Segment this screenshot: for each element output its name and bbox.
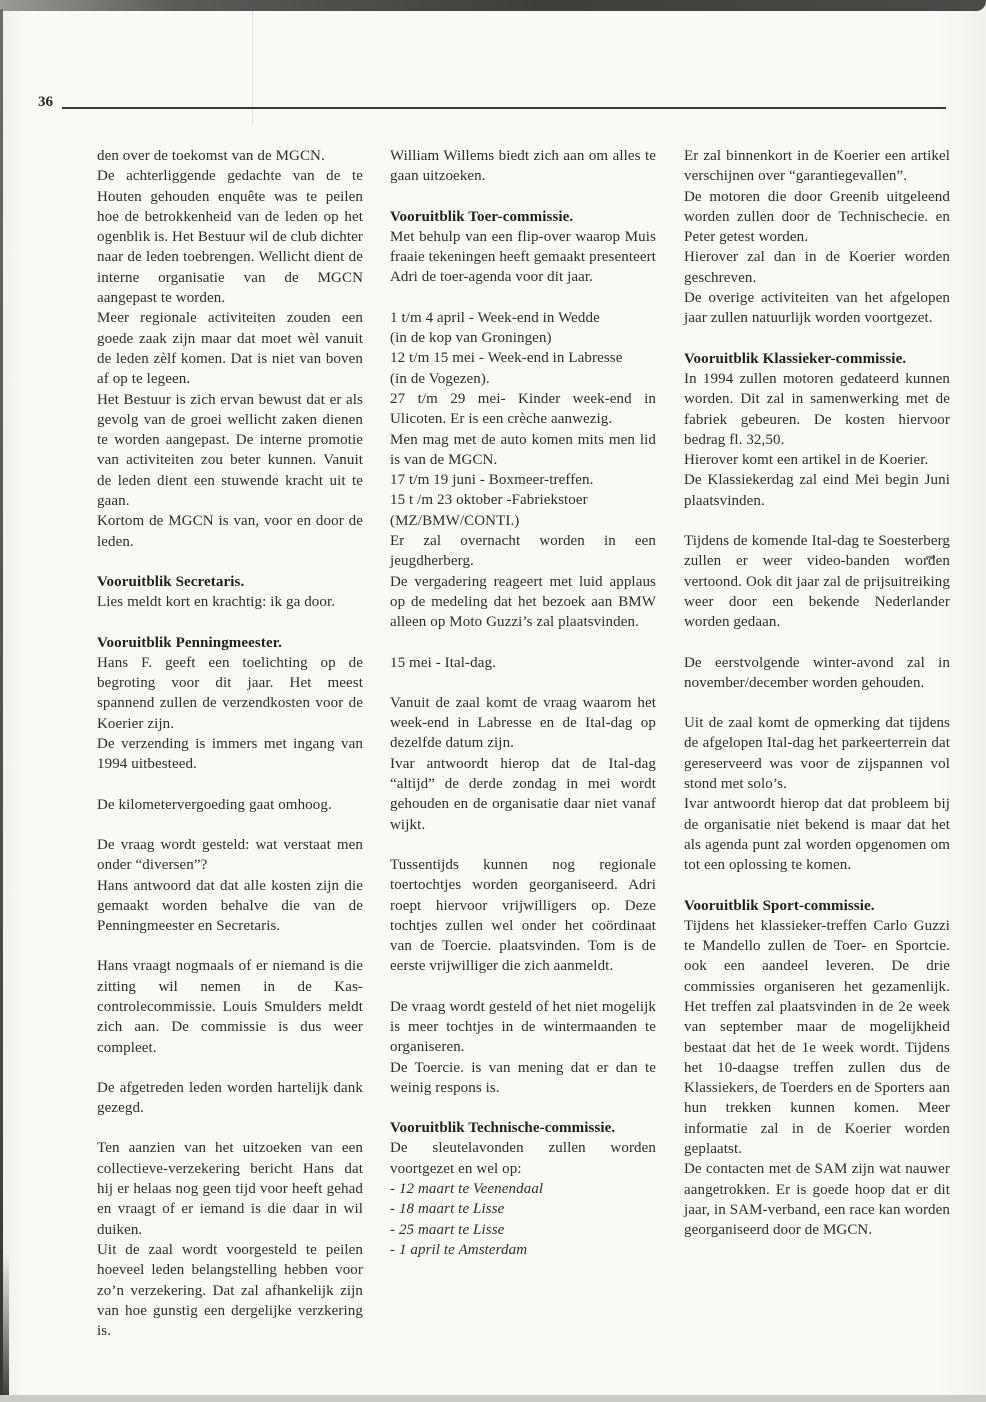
section-heading: Vooruitblik Toer-commissie. xyxy=(390,208,574,225)
paragraph: De afgetreden leden worden hartelijk dank gezegd. xyxy=(97,1079,363,1117)
paragraph: De eerstvolgende winter-avond zal in november/december worden gehouden. xyxy=(684,654,950,691)
agenda-item: - 25 maart te Lisse xyxy=(390,1221,505,1238)
paragraph: De vraag wordt gesteld of het niet mogelijk is meer tochtjes in de wintermaanden te organiseren. xyxy=(390,998,656,1056)
paragraph: 27 t/m 29 mei- Kinder week-end in Ulicoten. Er is een crèche aanwezig. xyxy=(390,390,656,428)
paragraph: Men mag met de auto komen mits men lid is van de MGCN. xyxy=(390,431,656,468)
text-column-1 xyxy=(97,146,363,1341)
paragraph: Er zal overnacht worden in een jeugdherberg. xyxy=(390,533,656,570)
paragraph: 1 t/m 4 april - Week-end in Wedde xyxy=(390,309,600,326)
paragraph: Vanuit de zaal komt de vraag waarom het week-end in Labresse en de Ital-dag op dezelfde datum zijn. xyxy=(390,694,656,752)
paragraph: De motoren die door Greenib uitgeleend worden zullen door de Technischecie. en Peter getest worden. xyxy=(684,188,950,246)
paragraph: (in de kop van Groningen) xyxy=(390,330,552,347)
paragraph: 12 t/m 15 mei - Week-end in Labresse xyxy=(390,350,623,367)
scan-edge-left-bottom xyxy=(0,1252,9,1402)
paragraph: (in de Vogezen). xyxy=(390,370,490,387)
paragraph: Hierover komt een artikel in de Koerier. xyxy=(684,452,929,469)
paragraph: De achterliggende gedachte van de te Houten gehouden enquête was te peilen hoe de betrokkenheid van de leden op het ogenblik is. Het Bestuur wil de club dichter naar de leden toebrengen. Wellicht dient de interne organisatie van de MGCN aangepast te worden. xyxy=(97,168,364,307)
paragraph: Uit de zaal wordt voorgesteld te peilen hoeveel leden belangstelling hebben voor zo’n verzekering. Dat zal afhankelijk zijn van hoe gunstig een dergelijke verzkering is. xyxy=(97,1241,363,1340)
page-number: 36 xyxy=(38,94,53,110)
paragraph: 15 t /m 23 oktober -Fabriekstoer xyxy=(390,492,588,509)
paragraph: In 1994 zullen motoren gedateerd kunnen worden. Dit zal in samenwerking met de fabriek gebeuren. De kosten hiervoor bedrag fl. 32,50. xyxy=(684,370,950,448)
paragraph: De verzending is immers met ingang van 1994 uitbesteed. xyxy=(97,736,363,773)
agenda-item: - 12 maart te Veenendaal xyxy=(390,1181,544,1198)
section-heading: Vooruitblik Klassieker-commissie. xyxy=(684,350,907,367)
paragraph: Tussentijds kunnen nog regionale toertochtjes worden georganiseerd. Adri roept hiervoor vrijwilligers op. Deze tochtjes zullen wel onder het coördinaat van de Toercie. plaatsvinden. Tom is de eerste vrijwilliger die zich aanmeldt. xyxy=(390,856,656,975)
paragraph: Ten aanzien van het uitzoeken van een collectieve-verzekering bericht Hans dat hij er helaas nog geen tijd voor heeft gehad en vraagt of er iemand is die daar in wil duiken. xyxy=(97,1140,363,1238)
paragraph: Ivar antwoordt hierop dat dat probleem bij de organisatie niet bekend is maar dat het als agenda punt zal worden opgenomen om tot een oplossing te komen. xyxy=(684,796,950,874)
section-heading: Vooruitblik Secretaris. xyxy=(97,573,245,590)
paragraph: De Klassiekerdag zal eind Mei begin Juni plaatsvinden. xyxy=(684,472,950,509)
scan-edge-left xyxy=(0,9,3,1402)
agenda-item: - 1 april te Amsterdam xyxy=(390,1241,528,1258)
paragraph: (MZ/BMW/CONTI.) xyxy=(390,512,520,529)
paragraph: De kilometervergoeding gaat omhoog. xyxy=(97,796,332,813)
paragraph: De vraag wordt gesteld: wat verstaat men onder “diversen”? xyxy=(97,836,363,874)
paragraph: Met behulp van een flip-over waarop Muis fraaie tekeningen heeft gemaakt presenteert Adri de toer-agenda voor dit jaar. xyxy=(390,228,656,286)
paragraph: den over de toekomst van de MGCN. xyxy=(97,148,325,164)
paragraph: William Willems biedt zich aan om alles te gaan uitzoeken. xyxy=(390,148,656,185)
section-heading: Vooruitblik Penningmeester. xyxy=(97,634,282,651)
paragraph: Tijdens het klassieker-treffen Carlo Guzzi te Mandello zullen de Toer- en Sportcie. ook een aandeel leveren. De drie commissies organiseren het gezamenlijk. Het treffen zal plaatsvinden in de 2e week van september maar de mogelijkheid bestaat dat het de 1e week wordt. Tijdens het 10-daagse treffen zullen dus de Klassiekers, de Toerders en de Sporters aan hun trekken kunnen komen. Meer informatie zal in de Koerier worden geplaatst. xyxy=(684,917,950,1158)
paragraph: 17 t/m 19 juni - Boxmeer-treffen. xyxy=(390,472,594,489)
paragraph: 15 mei - Ital-dag. xyxy=(390,654,496,671)
paragraph: Lies meldt kort en krachtig: ik ga door. xyxy=(97,594,336,611)
scan-edge-bottom xyxy=(0,1395,986,1402)
paragraph: Hans vraagt nogmaals of er niemand is die zitting wil nemen in de Kas-controlecommissie. Louis Smulders meldt zich aan. De commissie is dus weer compleet. xyxy=(97,958,363,1056)
paragraph: Meer regionale activiteiten zouden een goede zaak zijn maar dat moet wèl vanuit de leden zèlf komen. Dat is niet van boven af op te legeen. xyxy=(97,310,363,388)
paragraph: Uit de zaal komt de opmerking dat tijdens de afgelopen Ital-dag het parkeerterrein dat gereserveerd was voor de zijspannen vol stond met solo’s. xyxy=(684,715,950,793)
paragraph: Hans F. geeft een toelichting op de begroting voor dit jaar. Het meest spannend zullen de verzendkosten voor de Koerier zijn. xyxy=(97,654,363,732)
paragraph: Het Bestuur is zich ervan bewust dat er als gevolg van de groei wellicht zaken dienen te worden aangepast. De interne promotie van activiteiten zou beter kunnen. Vanuit de leden dient een stuwende kracht uit te gaan. xyxy=(97,391,363,510)
paragraph: Hans antwoord dat dat alle kosten zijn die gemaakt worden behalve die van de Penningmeester en Secretaris. xyxy=(97,877,363,935)
paragraph: De Toercie. is van mening dat er dan te weinig respons is. xyxy=(390,1059,656,1096)
section-heading: Vooruitblik Sport-commissie. xyxy=(684,897,875,914)
paragraph: Tijdens de komende Ital-dag te Soesterberg zullen er weer video-banden worden vertoond. Ook dit jaar zal de prijsuitreiking weer door een bekende Nederlander worden gedaan. xyxy=(684,533,950,631)
paragraph: De sleutelavonden zullen worden voortgezet en wel op: xyxy=(390,1140,656,1177)
scan-edge-top xyxy=(0,0,986,11)
paragraph: De vergadering reageert met luid applaus op de medeling dat het bezoek aan BMW alleen op Moto Guzzi’s zal plaatsvinden. xyxy=(390,573,656,631)
section-heading: Vooruitblik Technische-commissie. xyxy=(390,1120,616,1137)
agenda-item: - 18 maart te Lisse xyxy=(390,1201,505,1218)
header-rule xyxy=(62,107,946,109)
text-column-2 xyxy=(390,146,656,1260)
paragraph: Er zal binnenkort in de Koerier een artikel verschijnen over “garantiegevallen”. xyxy=(684,148,950,185)
text-column-3 xyxy=(684,146,950,1241)
paragraph: De overige activiteiten van het afgelopen jaar zullen natuurlijk worden voortgezet. xyxy=(684,290,950,327)
paragraph: Hierover zal dan in de Koerier worden geschreven. xyxy=(684,249,950,286)
paragraph: De contacten met de SAM zijn wat nauwer aangetrokken. Er is goede hoop dat er dit jaar, in SAM-verband, een race kan worden georganiseerd door de MGCN. xyxy=(684,1161,950,1239)
paragraph: Ivar antwoordt hierop dat de Ital-dag “altijd” de derde zondag in mei wordt gehouden en de organisatie daar niet vanaf wijkt. xyxy=(390,755,656,833)
paragraph: Kortom de MGCN is van, voor en door de leden. xyxy=(97,513,363,550)
